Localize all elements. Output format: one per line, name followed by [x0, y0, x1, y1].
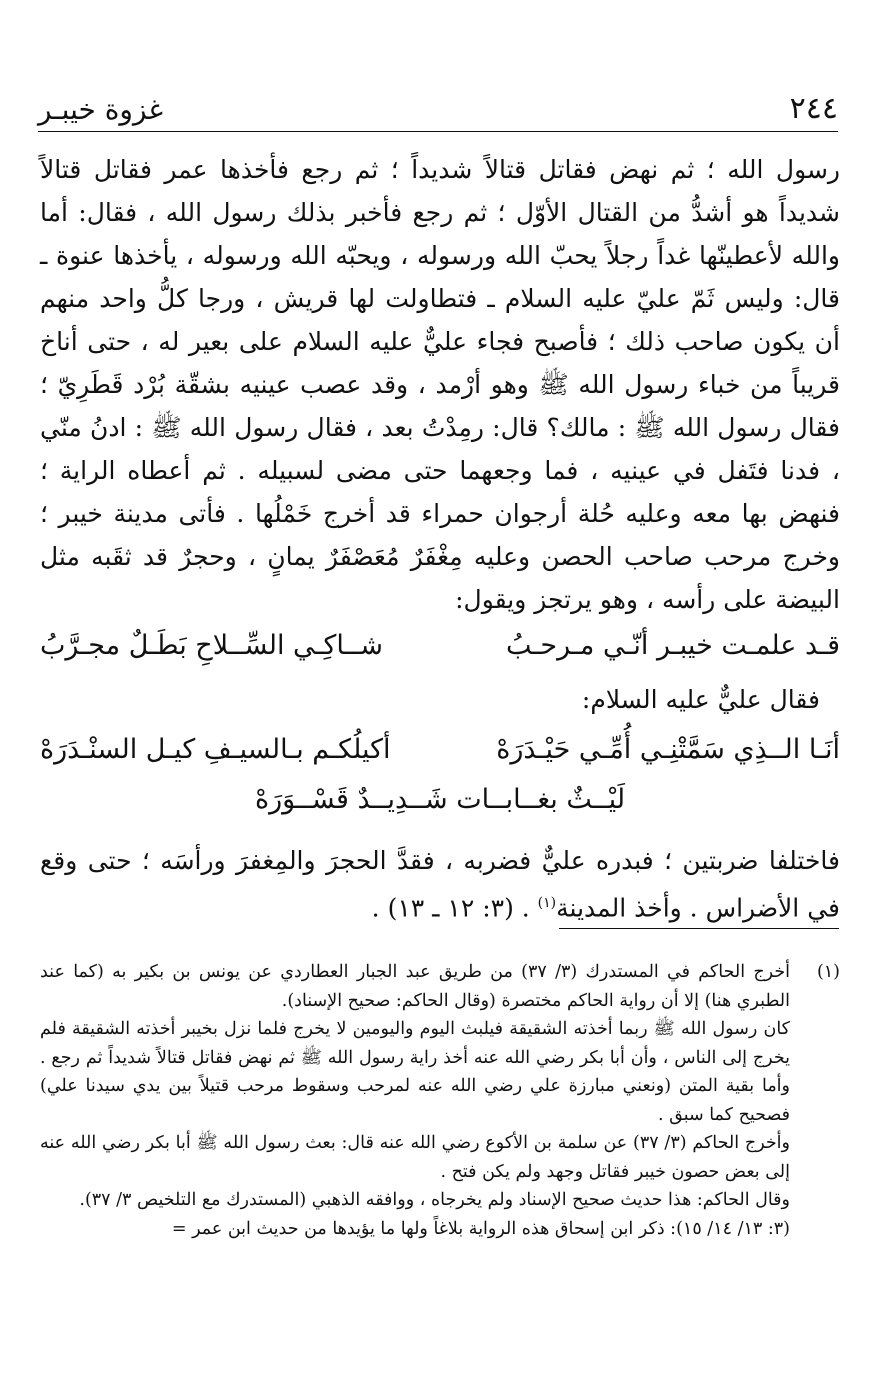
verse-line-1 [40, 621, 840, 671]
footnote-separator [559, 928, 839, 929]
footnote-number: (١) [816, 962, 840, 982]
paragraph-2-citation: . (٣: ١٢ ـ ١٣) . [371, 893, 538, 923]
main-text [40, 148, 840, 929]
verse-1-first-hemistich: قـد علمـت خيبـر أنّـي مـرحـبُ [505, 630, 840, 661]
verse-2-second-hemistich: أكيلُكـم بـالسيـفِ كيـل السنْـدَرَهْ [40, 734, 391, 765]
verse-2-first-hemistich: أنَـا الــذِي سَمَّتْنِـي أُمِّـي حَيْـدَرَهْ [496, 734, 840, 765]
verse-intro: فقال عليٌّ عليه السلام: [581, 685, 820, 714]
header-rule [38, 131, 838, 132]
footnote-body [40, 958, 790, 1243]
page-header [38, 86, 838, 126]
paragraph-2 [40, 839, 840, 929]
verse-line-3: لَيْــثٌ بغــابــات شَــدِيــدٌ قَسْــوَرَهْ [254, 784, 626, 815]
footnote-para-4: وقال الحاكم: هذا حديث صحيح الإسناد ولم يخرجاه ، ووافقه الذهبي (المستدرك مع التلخيص ٣/ ٣٧). [79, 1190, 790, 1210]
footnote-para-2: كان رسول الله ﷺ ربما أخذته الشقيقة فيلبث اليوم واليومين لا يخرج فلما نزل بخيبر أخذته الشقيقة فلم يخرج إلى الناس ، وأن أبا بكر رضي الله عنه أخذ راية رسول الله ﷺ ثم نهض فقاتل قتالاً شديداً ثم رجع . وأما بقية المتن (ونعني مبارزة علي رضي الله عنه لمرحب وسقوط مرحب قتيلاً بين يدي سيدنا علي) فصحيح كما سبق . [40, 1019, 790, 1125]
footnote-1 [40, 958, 840, 1243]
page-number: ٢٤٤ [789, 91, 838, 126]
running-title: غزوة خيبـر [38, 93, 164, 126]
footnote-para-5: (٣: ١٣/ ١٤/ ١٥): ذكر ابن إسحاق هذه الرواية بلاغاً ولها ما يؤيدها من حديث ابن عمر = [171, 1218, 790, 1239]
paragraph-1: رسول الله ؛ ثم نهض فقاتل قتالاً شديداً ؛ ثم رجع فأخذها عمر فقاتل قتالاً شديداً هو أشدُّ من القتال الأوّل ؛ ثم رجع فأخبر بذلك رسول الله ، فقال: أما والله لأعطينّها غداً رجلاً يحبّ الله ورسوله ، ويحبّه الله ورسوله ، يأخذها عنوة ـ قال: وليس ثَمّ عليّ عليه السلام ـ فتطاولت لها قريش ، ورجا كلُّ واحد منهم أن يكون صاحب ذلك ؛ فأصبح فجاء عليٌّ عليه السلام على بعير له ، حتى أناخ قريباً من خباء رسول الله ﷺ وهو أرْمد ، وقد عصب عينيه بشقّة بُرْد قَطَرِيّ ؛ فقال رسول الله ﷺ : مالك؟ قال: رمِدْتُ بعد ، فقال رسول الله ﷺ : ادنُ منّي ، فدنا فتَفل في عينيه ، فما وجعهما حتى مضى لسبيله . ثم أعطاه الراية ؛ فنهض بها معه وعليه حُلة أرجوان حمراء قد أخرج خَمْلُها . فأتى مدينة خيبر ؛ وخرج مرحب صاحب الحصن وعليه مِغْفَرٌ مُعَصْفَرٌ يمانٍ ، وحجرٌ قد ثقَبه مثل البيضة على رأسه ، وهو يرتجز ويقول: [40, 155, 840, 614]
paragraph-2-text: فاختلفا ضربتين ؛ فبدره عليٌّ فضربه ، فقدَّ الحجرَ والمِغفرَ ورأسَه ؛ حتى وقع في الأضراس . وأخذ المدينة [40, 846, 840, 923]
verse-line-2 [40, 725, 840, 775]
footnote-reference[interactable]: (١) [537, 895, 557, 911]
footnote-para-3: وأخرج الحاكم (٣/ ٣٧) عن سلمة بن الأكوع رضي الله عنه قال: بعث رسول الله ﷺ أبا بكر رضي الله عنه إلى بعض حصون خيبر فقاتل وجهد ولم يكن فتح . [40, 1133, 790, 1182]
footnotes [40, 958, 840, 1243]
footnote-para-1: أخرج الحاكم في المستدرك (٣/ ٣٧) من طريق عبد الجبار العطاردي عن يونس بن بكير به (كما عند الطبري هنا) إلا أن رواية الحاكم مختصرة (وقال الحاكم: صحيح الإسناد). [40, 962, 790, 1011]
verse-1-second-hemistich: شــاكِـي السِّــلاحِ بَطَـلٌ مجـرَّبُ [40, 630, 383, 661]
